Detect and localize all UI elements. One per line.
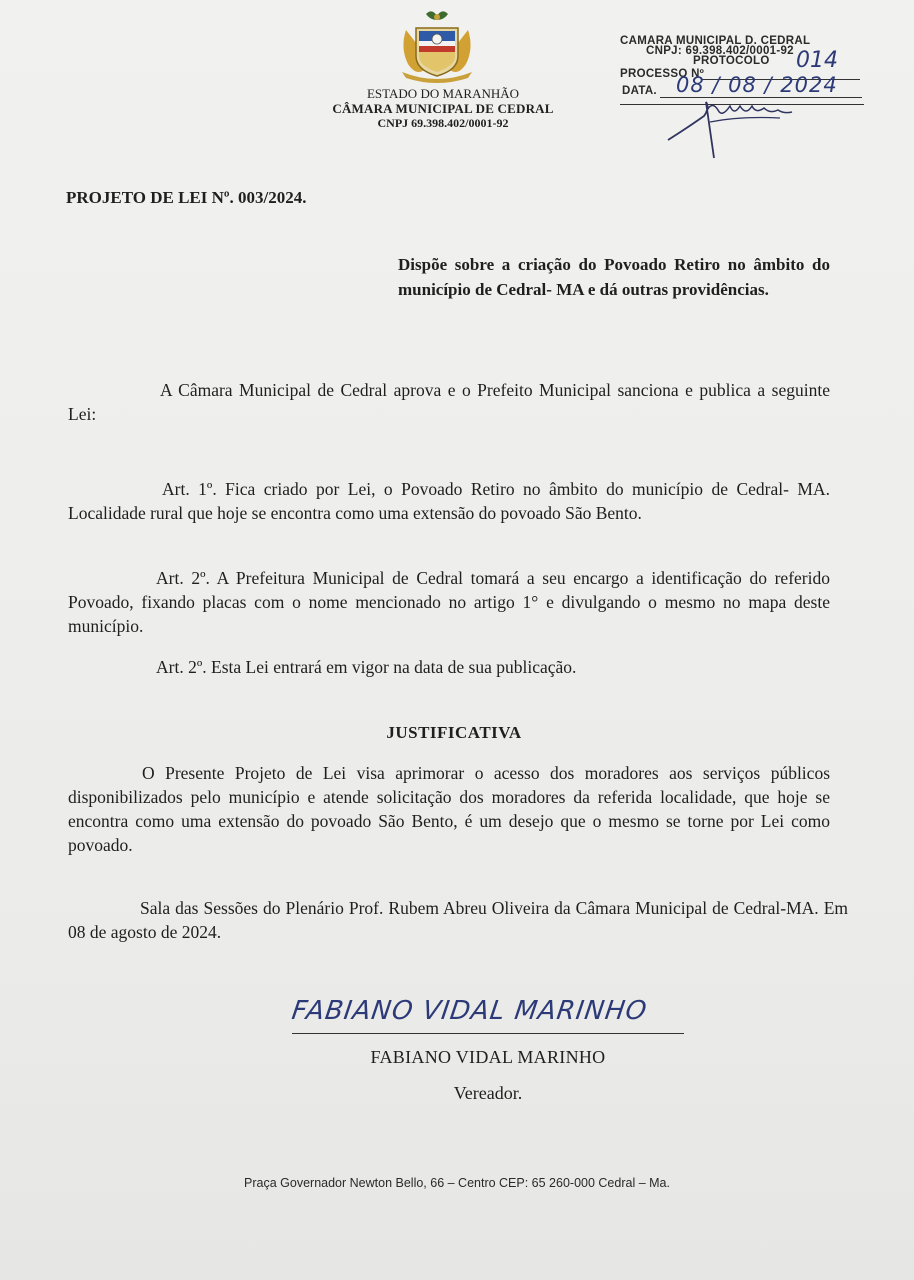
- coat-of-arms-icon: [398, 8, 476, 84]
- article-1: Art. 1º. Fica criado por Lei, o Povoado Retiro no âmbito do município de Cedral- MA. Localidade rural que hoje se encontra como uma extensão do povoado São Bento.: [68, 479, 830, 523]
- letterhead-state: ESTADO DO MARANHÃO: [366, 86, 520, 101]
- article-3: Art. 2º. Esta Lei entrará em vigor na data de sua publicação.: [156, 657, 577, 677]
- signer-role: Vereador.: [453, 1083, 523, 1103]
- preamble: A Câmara Municipal de Cedral aprova e o Prefeito Municipal sanciona e publica a seguinte Lei:: [68, 380, 830, 424]
- stamp-line-3: PROTOCOLO: [693, 55, 770, 67]
- signer-name: FABIANO VIDAL MARINHO: [370, 1047, 606, 1067]
- footer-address: Praça Governador Newton Bello, 66 – Centro CEP: 65 260-000 Cedral – Ma.: [244, 1176, 670, 1190]
- handwritten-signature: FABIANO VIDAL MARINHO: [289, 996, 650, 1026]
- stamp-process-value: 014: [796, 48, 838, 73]
- justification-heading: JUSTIFICATIVA: [386, 723, 522, 742]
- letterhead-institution: CÂMARA MUNICIPAL DE CEDRAL: [332, 101, 554, 116]
- closing-text: Sala das Sessões do Plenário Prof. Rubem Abreu Oliveira da Câmara Municipal de Cedral-MA. Em 08 de agosto de 2024.: [68, 898, 848, 942]
- stamp-date-value: 08 / 08 / 2024: [676, 73, 838, 97]
- stamp-line-1: CAMARA MUNICIPAL D. CEDRAL: [620, 35, 811, 47]
- stamp-date-label: DATA.: [622, 85, 657, 97]
- document-title: PROJETO DE LEI Nº. 003/2024.: [66, 188, 307, 207]
- document-ementa: Dispõe sobre a criação do Povoado Retiro no âmbito do município de Cedral- MA e dá outras providências.: [398, 255, 830, 299]
- letterhead-cnpj: CNPJ 69.398.402/0001-92: [377, 116, 509, 130]
- justification-text: O Presente Projeto de Lei visa aprimorar o acesso dos moradores aos serviços públicos disponibilizados pelo município e atende solicitação dos moradores da referida localidade, que hoje se encontra como uma extensão do povoado São Bento, é um desejo que o mesmo se torne por Lei como povoado.: [68, 763, 830, 855]
- article-2: Art. 2º. A Prefeitura Municipal de Cedral tomará a seu encargo a identificação do referido Povoado, fixando placas com o nome mencionado no artigo 1° e divulgando o mesmo no mapa deste município.: [68, 568, 830, 636]
- signature-line: [292, 1033, 684, 1034]
- stamp-line-2: CNPJ: 69.398.402/0001-92: [646, 45, 794, 57]
- stamp-process-label: PROCESSO Nº: [620, 68, 705, 80]
- stamp-receiver-signature: [660, 92, 800, 164]
